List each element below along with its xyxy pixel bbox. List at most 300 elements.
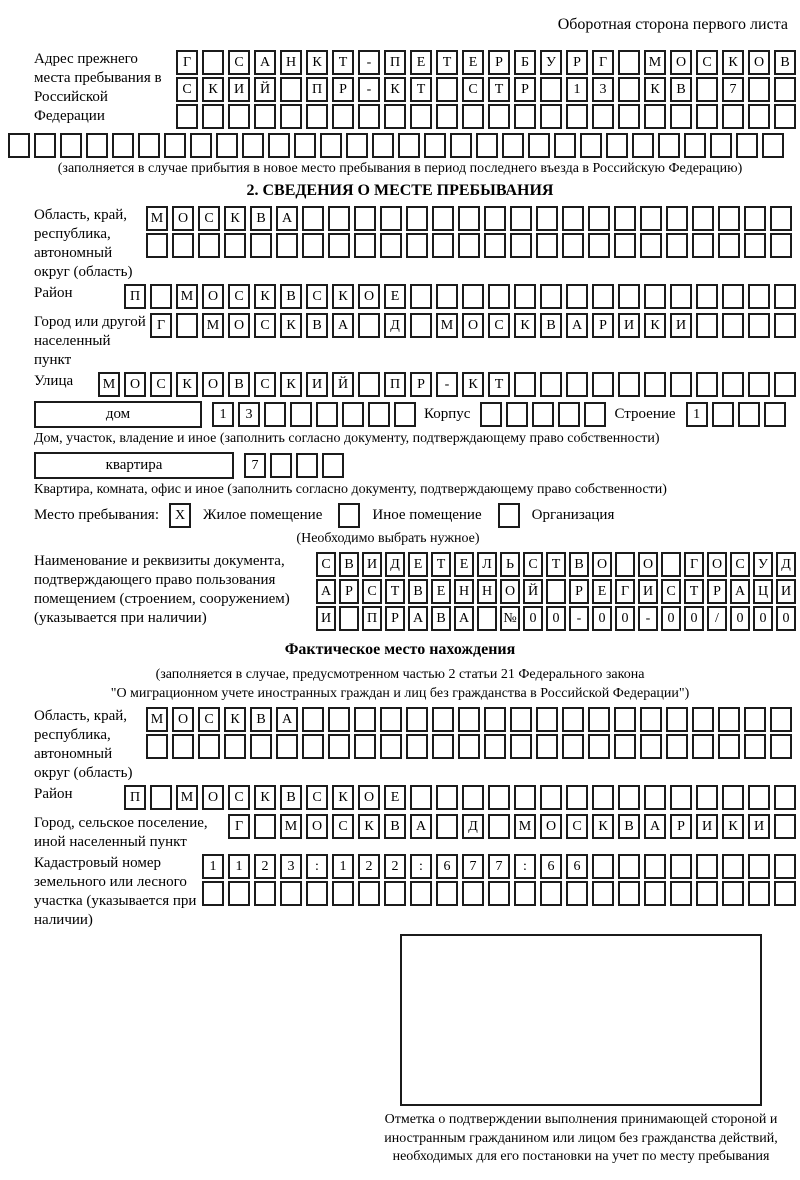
char-cell[interactable] — [380, 734, 402, 759]
char-cell[interactable]: О — [172, 206, 194, 231]
char-cell[interactable] — [666, 734, 688, 759]
char-cell[interactable]: П — [124, 785, 146, 810]
char-cell[interactable]: С — [228, 50, 250, 75]
char-cell[interactable]: А — [644, 814, 666, 839]
char-cell[interactable]: 0 — [523, 606, 543, 631]
char-cell[interactable] — [614, 734, 636, 759]
char-cell[interactable] — [566, 284, 588, 309]
char-cell[interactable] — [592, 881, 614, 906]
char-cell[interactable]: Т — [488, 372, 510, 397]
char-cell[interactable]: В — [280, 284, 302, 309]
char-cell[interactable]: 0 — [661, 606, 681, 631]
char-cell[interactable] — [368, 402, 390, 427]
char-cell[interactable]: О — [540, 814, 562, 839]
char-cell[interactable] — [172, 734, 194, 759]
char-cell[interactable]: Н — [280, 50, 302, 75]
char-cell[interactable] — [34, 133, 56, 158]
char-cell[interactable] — [410, 104, 432, 129]
char-cell[interactable] — [718, 707, 740, 732]
char-cell[interactable] — [176, 104, 198, 129]
char-cell[interactable]: О — [500, 579, 520, 604]
char-cell[interactable]: К — [384, 77, 406, 102]
char-cell[interactable] — [164, 133, 186, 158]
char-cell[interactable] — [514, 881, 536, 906]
char-cell[interactable]: Ц — [753, 579, 773, 604]
char-cell[interactable] — [566, 785, 588, 810]
char-cell[interactable]: Т — [410, 77, 432, 102]
char-cell[interactable]: О — [670, 50, 692, 75]
char-cell[interactable]: Г — [615, 579, 635, 604]
char-cell[interactable] — [670, 284, 692, 309]
char-cell[interactable] — [506, 402, 528, 427]
char-cell[interactable]: Д — [384, 313, 406, 338]
char-cell[interactable] — [546, 579, 566, 604]
char-cell[interactable] — [618, 77, 640, 102]
char-cell[interactable]: О — [707, 552, 727, 577]
char-cell[interactable] — [644, 104, 666, 129]
char-cell[interactable] — [198, 734, 220, 759]
char-cell[interactable] — [774, 854, 796, 879]
char-cell[interactable] — [316, 402, 338, 427]
char-cell[interactable] — [296, 453, 318, 478]
char-cell[interactable] — [770, 734, 792, 759]
char-cell[interactable]: В — [774, 50, 796, 75]
char-cell[interactable]: К — [462, 372, 484, 397]
char-cell[interactable]: 7 — [488, 854, 510, 879]
char-cell[interactable] — [774, 372, 796, 397]
char-cell[interactable] — [462, 284, 484, 309]
char-cell[interactable] — [774, 785, 796, 810]
char-cell[interactable]: П — [362, 606, 382, 631]
char-cell[interactable]: С — [462, 77, 484, 102]
char-cell[interactable]: 6 — [540, 854, 562, 879]
char-cell[interactable] — [510, 233, 532, 258]
char-cell[interactable]: И — [316, 606, 336, 631]
char-cell[interactable] — [562, 233, 584, 258]
char-cell[interactable]: А — [730, 579, 750, 604]
char-cell[interactable] — [358, 881, 380, 906]
char-cell[interactable] — [488, 104, 510, 129]
char-cell[interactable] — [666, 206, 688, 231]
char-cell[interactable] — [718, 734, 740, 759]
char-cell[interactable]: И — [362, 552, 382, 577]
char-cell[interactable] — [306, 104, 328, 129]
char-cell[interactable] — [280, 881, 302, 906]
char-cell[interactable] — [566, 104, 588, 129]
char-cell[interactable] — [540, 881, 562, 906]
char-cell[interactable] — [8, 133, 30, 158]
char-cell[interactable] — [322, 453, 344, 478]
char-cell[interactable] — [406, 707, 428, 732]
char-cell[interactable]: И — [776, 579, 796, 604]
char-cell[interactable]: М — [176, 284, 198, 309]
char-cell[interactable] — [458, 707, 480, 732]
char-cell[interactable]: В — [384, 814, 406, 839]
char-cell[interactable] — [484, 734, 506, 759]
char-cell[interactable] — [748, 284, 770, 309]
char-cell[interactable]: Е — [410, 50, 432, 75]
char-cell[interactable] — [722, 313, 744, 338]
char-cell[interactable]: И — [228, 77, 250, 102]
char-cell[interactable] — [722, 284, 744, 309]
char-cell[interactable] — [202, 104, 224, 129]
char-cell[interactable]: С — [198, 707, 220, 732]
char-cell[interactable]: С — [316, 552, 336, 577]
char-cell[interactable] — [528, 133, 550, 158]
char-cell[interactable] — [432, 707, 454, 732]
char-cell[interactable]: Г — [684, 552, 704, 577]
char-cell[interactable] — [328, 206, 350, 231]
char-cell[interactable]: Р — [514, 77, 536, 102]
char-cell[interactable]: Р — [670, 814, 692, 839]
char-cell[interactable]: Е — [384, 785, 406, 810]
char-cell[interactable] — [328, 707, 350, 732]
char-cell[interactable]: А — [254, 50, 276, 75]
char-cell[interactable]: Е — [592, 579, 612, 604]
char-cell[interactable] — [514, 785, 536, 810]
char-cell[interactable] — [722, 854, 744, 879]
char-cell[interactable] — [562, 206, 584, 231]
char-cell[interactable] — [592, 785, 614, 810]
char-cell[interactable]: В — [339, 552, 359, 577]
char-cell[interactable] — [280, 77, 302, 102]
char-cell[interactable] — [190, 133, 212, 158]
char-cell[interactable]: В — [569, 552, 589, 577]
char-cell[interactable]: С — [306, 284, 328, 309]
char-cell[interactable] — [354, 734, 376, 759]
char-cell[interactable] — [112, 133, 134, 158]
char-cell[interactable] — [354, 707, 376, 732]
char-cell[interactable]: К — [332, 284, 354, 309]
char-cell[interactable]: Т — [332, 50, 354, 75]
char-cell[interactable] — [450, 133, 472, 158]
char-cell[interactable]: Л — [477, 552, 497, 577]
char-cell[interactable]: К — [358, 814, 380, 839]
char-cell[interactable]: С — [488, 313, 510, 338]
char-cell[interactable]: 1 — [686, 402, 708, 427]
char-cell[interactable]: Т — [436, 50, 458, 75]
char-cell[interactable]: К — [592, 814, 614, 839]
char-cell[interactable]: П — [306, 77, 328, 102]
char-cell[interactable]: М — [280, 814, 302, 839]
char-cell[interactable] — [462, 785, 484, 810]
char-cell[interactable]: К — [332, 785, 354, 810]
char-cell[interactable]: С — [228, 785, 250, 810]
char-cell[interactable]: А — [408, 606, 428, 631]
char-cell[interactable] — [770, 206, 792, 231]
char-cell[interactable]: К — [224, 206, 246, 231]
char-cell[interactable] — [618, 785, 640, 810]
char-cell[interactable] — [514, 372, 536, 397]
char-cell[interactable]: Р — [385, 606, 405, 631]
char-cell[interactable] — [250, 233, 272, 258]
char-cell[interactable] — [380, 206, 402, 231]
char-cell[interactable] — [774, 313, 796, 338]
char-cell[interactable]: Е — [431, 579, 451, 604]
char-cell[interactable] — [176, 313, 198, 338]
char-cell[interactable] — [202, 881, 224, 906]
char-cell[interactable] — [670, 785, 692, 810]
char-cell[interactable] — [406, 734, 428, 759]
char-cell[interactable]: О — [462, 313, 484, 338]
char-cell[interactable] — [436, 77, 458, 102]
char-cell[interactable] — [774, 814, 796, 839]
char-cell[interactable]: 7 — [462, 854, 484, 879]
char-cell[interactable]: : — [514, 854, 536, 879]
char-cell[interactable] — [332, 104, 354, 129]
char-cell[interactable] — [722, 881, 744, 906]
checkbox-residential[interactable]: X — [169, 503, 191, 528]
char-cell[interactable]: К — [280, 372, 302, 397]
char-cell[interactable] — [510, 734, 532, 759]
char-cell[interactable]: М — [98, 372, 120, 397]
char-cell[interactable]: 1 — [228, 854, 250, 879]
char-cell[interactable] — [588, 206, 610, 231]
char-cell[interactable] — [372, 133, 394, 158]
char-cell[interactable] — [462, 104, 484, 129]
char-cell[interactable] — [146, 734, 168, 759]
char-cell[interactable] — [748, 881, 770, 906]
char-cell[interactable]: У — [540, 50, 562, 75]
char-cell[interactable] — [264, 402, 286, 427]
char-cell[interactable]: С — [228, 284, 250, 309]
char-cell[interactable] — [592, 104, 614, 129]
char-cell[interactable]: М — [146, 707, 168, 732]
char-cell[interactable]: В — [250, 707, 272, 732]
char-cell[interactable] — [514, 104, 536, 129]
char-cell[interactable]: В — [280, 785, 302, 810]
char-cell[interactable] — [618, 881, 640, 906]
char-cell[interactable]: О — [638, 552, 658, 577]
char-cell[interactable]: У — [753, 552, 773, 577]
char-cell[interactable] — [410, 785, 432, 810]
char-cell[interactable]: М — [436, 313, 458, 338]
char-cell[interactable]: О — [306, 814, 328, 839]
char-cell[interactable]: 1 — [212, 402, 234, 427]
char-cell[interactable] — [580, 133, 602, 158]
char-cell[interactable] — [276, 233, 298, 258]
char-cell[interactable] — [540, 284, 562, 309]
char-cell[interactable]: 3 — [238, 402, 260, 427]
char-cell[interactable] — [618, 104, 640, 129]
char-cell[interactable]: И — [748, 814, 770, 839]
char-cell[interactable]: Р — [592, 313, 614, 338]
char-cell[interactable] — [480, 402, 502, 427]
char-cell[interactable] — [380, 233, 402, 258]
char-cell[interactable]: С — [566, 814, 588, 839]
char-cell[interactable]: М — [146, 206, 168, 231]
char-cell[interactable] — [488, 881, 510, 906]
char-cell[interactable] — [618, 284, 640, 309]
char-cell[interactable]: Н — [454, 579, 474, 604]
char-cell[interactable] — [658, 133, 680, 158]
char-cell[interactable] — [150, 785, 172, 810]
char-cell[interactable]: Й — [254, 77, 276, 102]
char-cell[interactable] — [762, 133, 784, 158]
char-cell[interactable]: В — [670, 77, 692, 102]
char-cell[interactable] — [306, 881, 328, 906]
char-cell[interactable] — [320, 133, 342, 158]
char-cell[interactable] — [342, 402, 364, 427]
char-cell[interactable] — [644, 372, 666, 397]
char-cell[interactable] — [640, 233, 662, 258]
char-cell[interactable] — [488, 284, 510, 309]
char-cell[interactable]: Р — [339, 579, 359, 604]
char-cell[interactable] — [540, 77, 562, 102]
char-cell[interactable] — [458, 233, 480, 258]
char-cell[interactable]: В — [431, 606, 451, 631]
char-cell[interactable]: Т — [684, 579, 704, 604]
checkbox-other-premises[interactable] — [338, 503, 360, 528]
char-cell[interactable]: Г — [176, 50, 198, 75]
char-cell[interactable]: О — [124, 372, 146, 397]
char-cell[interactable]: - — [436, 372, 458, 397]
char-cell[interactable] — [462, 881, 484, 906]
char-cell[interactable] — [696, 104, 718, 129]
char-cell[interactable]: Р — [488, 50, 510, 75]
char-cell[interactable]: О — [172, 707, 194, 732]
char-cell[interactable] — [354, 233, 376, 258]
char-cell[interactable]: С — [306, 785, 328, 810]
char-cell[interactable] — [394, 402, 416, 427]
char-cell[interactable]: 3 — [280, 854, 302, 879]
char-cell[interactable]: - — [569, 606, 589, 631]
char-cell[interactable] — [774, 881, 796, 906]
char-cell[interactable] — [554, 133, 576, 158]
char-cell[interactable]: Б — [514, 50, 536, 75]
char-cell[interactable]: К — [202, 77, 224, 102]
char-cell[interactable] — [60, 133, 82, 158]
char-cell[interactable]: Н — [477, 579, 497, 604]
char-cell[interactable] — [354, 206, 376, 231]
char-cell[interactable]: Д — [385, 552, 405, 577]
char-cell[interactable] — [224, 233, 246, 258]
char-cell[interactable] — [744, 734, 766, 759]
char-cell[interactable] — [592, 372, 614, 397]
char-cell[interactable] — [618, 50, 640, 75]
char-cell[interactable]: К — [644, 77, 666, 102]
char-cell[interactable]: К — [280, 313, 302, 338]
char-cell[interactable]: 0 — [615, 606, 635, 631]
char-cell[interactable] — [228, 104, 250, 129]
char-cell[interactable] — [254, 881, 276, 906]
char-cell[interactable] — [614, 206, 636, 231]
char-cell[interactable]: К — [306, 50, 328, 75]
char-cell[interactable] — [436, 284, 458, 309]
char-cell[interactable] — [358, 313, 380, 338]
char-cell[interactable] — [562, 707, 584, 732]
char-cell[interactable]: 2 — [384, 854, 406, 879]
char-cell[interactable] — [436, 814, 458, 839]
char-cell[interactable]: 0 — [776, 606, 796, 631]
char-cell[interactable]: В — [228, 372, 250, 397]
char-cell[interactable] — [302, 734, 324, 759]
char-cell[interactable] — [198, 233, 220, 258]
char-cell[interactable]: № — [500, 606, 520, 631]
char-cell[interactable]: П — [384, 372, 406, 397]
char-cell[interactable] — [744, 233, 766, 258]
char-cell[interactable] — [410, 284, 432, 309]
char-cell[interactable] — [661, 552, 681, 577]
char-cell[interactable] — [380, 707, 402, 732]
char-cell[interactable] — [640, 206, 662, 231]
char-cell[interactable] — [339, 606, 359, 631]
char-cell[interactable]: Р — [569, 579, 589, 604]
char-cell[interactable] — [302, 206, 324, 231]
char-cell[interactable]: О — [748, 50, 770, 75]
char-cell[interactable] — [744, 707, 766, 732]
char-cell[interactable] — [228, 881, 250, 906]
char-cell[interactable] — [290, 402, 312, 427]
char-cell[interactable]: К — [176, 372, 198, 397]
char-cell[interactable] — [592, 284, 614, 309]
char-cell[interactable] — [774, 77, 796, 102]
char-cell[interactable] — [696, 77, 718, 102]
char-cell[interactable]: 1 — [332, 854, 354, 879]
char-cell[interactable] — [410, 881, 432, 906]
char-cell[interactable] — [432, 206, 454, 231]
char-cell[interactable] — [770, 707, 792, 732]
char-cell[interactable]: Й — [523, 579, 543, 604]
char-cell[interactable] — [615, 552, 635, 577]
char-cell[interactable] — [666, 707, 688, 732]
char-cell[interactable]: А — [276, 707, 298, 732]
char-cell[interactable] — [696, 313, 718, 338]
char-cell[interactable] — [618, 372, 640, 397]
char-cell[interactable] — [384, 881, 406, 906]
char-cell[interactable] — [488, 814, 510, 839]
char-cell[interactable]: М — [202, 313, 224, 338]
char-cell[interactable] — [488, 785, 510, 810]
char-cell[interactable] — [458, 734, 480, 759]
char-cell[interactable]: Т — [385, 579, 405, 604]
char-cell[interactable] — [250, 734, 272, 759]
char-cell[interactable] — [748, 104, 770, 129]
char-cell[interactable] — [484, 233, 506, 258]
char-cell[interactable]: 2 — [358, 854, 380, 879]
char-cell[interactable]: С — [254, 372, 276, 397]
char-cell[interactable] — [592, 854, 614, 879]
char-cell[interactable] — [502, 133, 524, 158]
char-cell[interactable] — [150, 284, 172, 309]
char-cell[interactable]: С — [523, 552, 543, 577]
char-cell[interactable]: Г — [228, 814, 250, 839]
char-cell[interactable]: С — [730, 552, 750, 577]
char-cell[interactable]: К — [644, 313, 666, 338]
char-cell[interactable]: В — [306, 313, 328, 338]
char-cell[interactable] — [540, 785, 562, 810]
char-cell[interactable] — [696, 785, 718, 810]
char-cell[interactable] — [476, 133, 498, 158]
char-cell[interactable]: И — [670, 313, 692, 338]
char-cell[interactable] — [606, 133, 628, 158]
char-cell[interactable]: 0 — [684, 606, 704, 631]
char-cell[interactable] — [138, 133, 160, 158]
char-cell[interactable] — [644, 881, 666, 906]
char-cell[interactable] — [712, 402, 734, 427]
char-cell[interactable] — [328, 233, 350, 258]
char-cell[interactable]: О — [202, 372, 224, 397]
char-cell[interactable] — [614, 707, 636, 732]
char-cell[interactable]: : — [410, 854, 432, 879]
char-cell[interactable] — [748, 785, 770, 810]
char-cell[interactable]: О — [592, 552, 612, 577]
char-cell[interactable] — [302, 707, 324, 732]
char-cell[interactable] — [424, 133, 446, 158]
char-cell[interactable] — [280, 104, 302, 129]
char-cell[interactable] — [588, 734, 610, 759]
char-cell[interactable] — [358, 104, 380, 129]
